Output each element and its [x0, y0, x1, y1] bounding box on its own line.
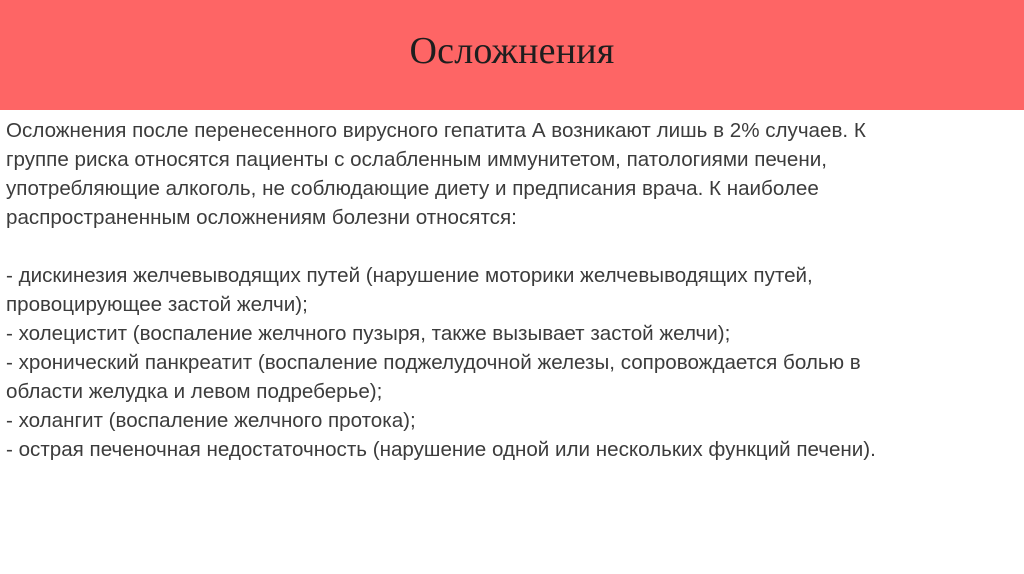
list-line: провоцирующее застой желчи);	[6, 293, 308, 316]
title-banner	[0, 0, 1024, 110]
complications-list	[6, 261, 1011, 464]
list-line: области желудка и левом подреберье);	[6, 380, 383, 403]
list-line: - холецистит (воспаление желчного пузыря, также вызывает застой желчи);	[6, 322, 731, 345]
list-line: - острая печеночная недостаточность (нарушение одной или нескольких функций печени).	[6, 438, 876, 461]
paragraph-gap	[6, 232, 1011, 261]
slide-body	[6, 116, 1011, 464]
slide-title: Осложнения	[409, 30, 615, 72]
list-line: - дискинезия желчевыводящих путей (нарушение моторики желчевыводящих путей,	[6, 264, 813, 287]
list-line: - хронический панкреатит (воспаление поджелудочной железы, сопровождается болью в	[6, 351, 861, 374]
intro-line: употребляющие алкоголь, не соблюдающие диету и предписания врача. К наиболее	[6, 177, 819, 200]
list-line: - холангит (воспаление желчного протока);	[6, 409, 416, 432]
intro-line: группе риска относятся пациенты с ослабленным иммунитетом, патологиями печени,	[6, 148, 827, 171]
intro-line: распространенным осложнениям болезни относятся:	[6, 206, 517, 229]
intro-paragraph	[6, 116, 1011, 232]
intro-line: Осложнения после перенесенного вирусного гепатита А возникают лишь в 2% случаев. К	[6, 119, 866, 142]
